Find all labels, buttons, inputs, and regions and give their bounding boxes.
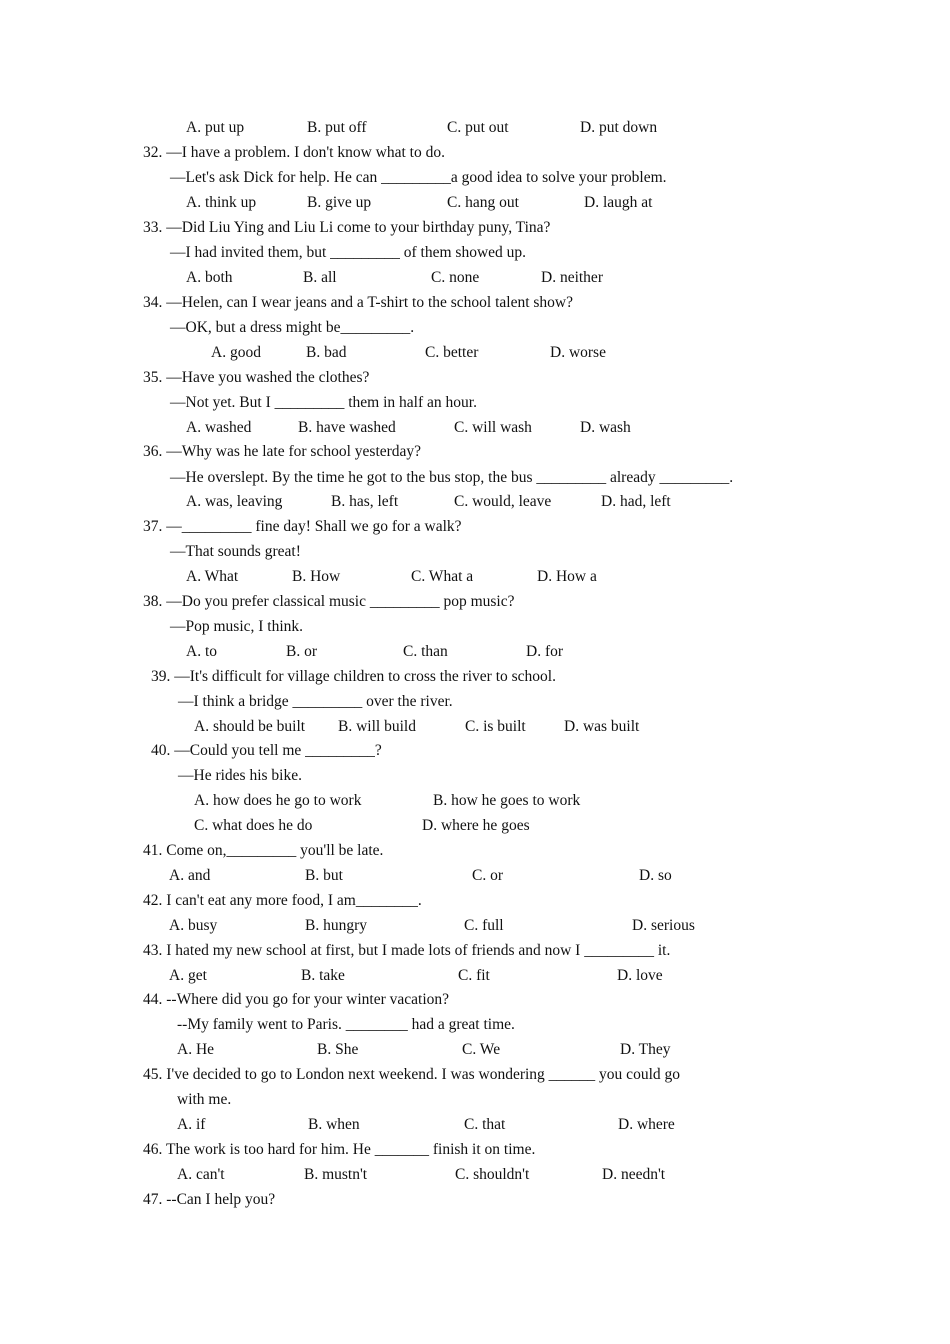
question-line: 36. —Why was he late for school yesterday? [143,443,422,460]
answer-option: B. have washed [298,419,396,436]
answer-option: D. laugh at [584,194,653,211]
answer-option: A. He [177,1041,215,1058]
answer-option: B. when [308,1116,360,1133]
answer-option: D. was built [564,718,640,735]
answer-option: B. will build [338,718,416,735]
question-line: —Let's ask Dick for help. He can _________a good idea to solve your problem. [170,169,667,186]
answer-option: D. where [618,1116,675,1133]
answer-option: A. think up [186,194,257,211]
answer-option: D. love [617,967,663,984]
answer-option: B. bad [306,344,347,361]
answer-option: D. for [526,643,564,660]
answer-option: D. where he goes [422,817,530,834]
answer-option: B. hungry [305,917,367,934]
question-line: 35. —Have you washed the clothes? [143,369,370,386]
answer-option: A. What [186,568,239,585]
question-line: 37. —_________ fine day! Shall we go for a walk? [143,518,462,535]
answer-option: A. good [211,344,261,361]
answer-option: B. give up [307,194,372,211]
question-line: 40. —Could you tell me _________? [151,742,382,759]
answer-option: D. put down [580,119,658,136]
answer-option: B. has, left [331,493,399,510]
answer-option: C. none [431,269,480,286]
answer-option: D. They [620,1041,671,1058]
answer-option: C. that [464,1116,506,1133]
answer-option: D. needn't [602,1166,666,1183]
question-line: with me. [177,1091,232,1108]
answer-option: D. worse [550,344,606,361]
question-line: 38. —Do you prefer classical music _________ pop music? [143,593,515,610]
answer-option: C. hang out [447,194,519,211]
answer-option: C. better [425,344,479,361]
answer-option: D. had, left [601,493,671,510]
answer-option: A. if [177,1116,206,1133]
answer-option: A. put up [186,119,245,136]
answer-option: D. so [639,867,672,884]
answer-option: D. How a [537,568,597,585]
answer-option: C. fit [458,967,490,984]
answer-option: D. wash [580,419,631,436]
answer-option: A. washed [186,419,252,436]
question-line: —That sounds great! [170,543,301,560]
question-line: —OK, but a dress might be_________. [170,319,415,336]
question-line: —He overslept. By the time he got to the bus stop, the bus _________ already _________. [170,469,734,486]
answer-option: B. but [305,867,343,884]
answer-option: A. how does he go to work [194,792,362,809]
answer-option: C. will wash [454,419,532,436]
answer-option: A. get [169,967,207,984]
question-line: —Pop music, I think. [170,618,304,635]
question-line: —Not yet. But I _________ them in half an hour. [170,394,477,411]
question-line: 46. The work is too hard for him. He _______ finish it on time. [143,1141,536,1158]
answer-option: C. than [403,643,448,660]
answer-option: B. How [292,568,341,585]
answer-option: A. should be built [194,718,306,735]
answer-option: B. mustn't [304,1166,368,1183]
answer-option: A. and [169,867,211,884]
answer-option: C. or [472,867,503,884]
question-line: 34. —Helen, can I wear jeans and a T-shirt to the school talent show? [143,294,574,311]
answer-option: A. both [186,269,233,286]
answer-option: B. how he goes to work [433,792,581,809]
answer-option: C. What a [411,568,474,585]
question-line: 43. I hated my new school at first, but I made lots of friends and now I _________ it. [143,942,671,959]
answer-option: B. or [286,643,317,660]
answer-option: B. She [317,1041,359,1058]
answer-option: C. full [464,917,504,934]
question-line: 42. I can't eat any more food, I am________. [143,892,422,909]
answer-option: B. all [303,269,337,286]
question-line: 32. —I have a problem. I don't know what to do. [143,144,445,161]
answer-option: D. neither [541,269,603,286]
question-line: 44. --Where did you go for your winter vacation? [143,991,450,1008]
answer-option: A. busy [169,917,218,934]
question-line: 45. I've decided to go to London next weekend. I was wondering ______ you could go [143,1066,680,1083]
question-line: —He rides his bike. [178,767,302,784]
question-line: 47. --Can I help you? [143,1191,276,1208]
answer-option: C. put out [447,119,509,136]
answer-option: A. to [186,643,217,660]
question-line: —I had invited them, but _________ of them showed up. [170,244,527,261]
answer-option: C. what does he do [194,817,313,834]
answer-option: A. was, leaving [186,493,283,510]
answer-option: B. take [301,967,345,984]
answer-option: C. shouldn't [455,1166,530,1183]
answer-option: A. can't [177,1166,225,1183]
question-line: 41. Come on,_________ you'll be late. [143,842,384,859]
answer-option: C. is built [465,718,526,735]
answer-option: B. put off [307,119,367,136]
question-line: —I think a bridge _________ over the river. [178,693,453,710]
question-line: --My family went to Paris. ________ had a great time. [177,1016,515,1033]
question-line: 33. —Did Liu Ying and Liu Li come to your birthday puny, Tina? [143,219,551,236]
question-line: 39. —It's difficult for village children to cross the river to school. [151,668,556,685]
answer-option: C. We [462,1041,501,1058]
answer-option: C. would, leave [454,493,552,510]
answer-option: D. serious [632,917,695,934]
